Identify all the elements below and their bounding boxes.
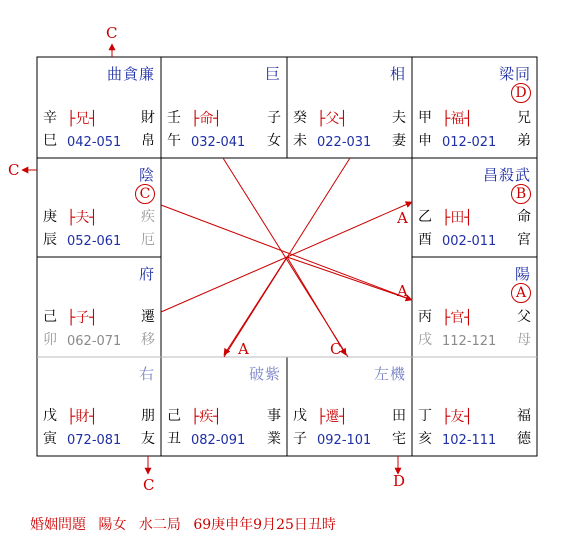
- age-range: 032-041: [191, 135, 246, 150]
- relation-top: 朋: [141, 408, 155, 424]
- footer-title: 婚姻問題: [30, 517, 86, 533]
- arrow-label-a-1: A: [397, 209, 408, 227]
- earthly-branch: 寅: [43, 431, 57, 447]
- palace-xu[interactable]: [412, 257, 537, 357]
- footer-birth: 69庚申年9月25日丑時: [193, 517, 336, 533]
- heavenly-stem: 丁: [418, 408, 432, 424]
- palace-name: ├福┤: [442, 111, 473, 127]
- age-range: 082-091: [191, 433, 246, 448]
- relation-bottom: 德: [517, 431, 531, 447]
- palace-name: ├子┤: [67, 310, 98, 326]
- earthly-branch: 亥: [418, 431, 432, 447]
- age-range: 102-111: [442, 433, 497, 448]
- relation-bottom: 業: [267, 431, 281, 447]
- relation-bottom: 友: [141, 431, 155, 447]
- age-range: 002-011: [442, 234, 497, 249]
- relation-bottom: 宮: [517, 232, 531, 248]
- stars: 府: [138, 265, 155, 283]
- heavenly-stem: 乙: [418, 209, 432, 225]
- relation-top: 夫: [392, 110, 406, 126]
- marker-top-c: C: [106, 24, 118, 42]
- heavenly-stem: 戊: [293, 408, 307, 424]
- relation-bottom: 帛: [141, 133, 155, 149]
- palace-name: ├友┤: [442, 409, 473, 425]
- palace-yin[interactable]: [37, 357, 161, 456]
- relation-bottom: 母: [517, 332, 531, 348]
- footer-gender: 陽女: [98, 517, 127, 533]
- stars: 破紫: [248, 365, 281, 383]
- relation-top: 子: [267, 110, 281, 126]
- earthly-branch: 戌: [418, 332, 432, 348]
- relation-top: 疾: [141, 209, 155, 225]
- palace-name: ├命┤: [191, 111, 222, 127]
- circled-marker: D: [511, 83, 531, 103]
- relation-top: 田: [392, 408, 406, 424]
- age-range: 092-101: [317, 433, 372, 448]
- relation-bottom: 宅: [392, 431, 406, 447]
- arrow-label-a-3: A: [238, 340, 249, 358]
- relation-bottom: 弟: [517, 133, 531, 149]
- relation-top: 兄: [517, 110, 531, 126]
- age-range: 062-071: [67, 334, 122, 349]
- palace-si[interactable]: [37, 57, 161, 158]
- chart-footer: [30, 514, 344, 534]
- heavenly-stem: 辛: [43, 110, 57, 126]
- palace-name: ├財┤: [67, 409, 98, 425]
- earthly-branch: 酉: [418, 232, 432, 248]
- palace-name: ├田┤: [442, 210, 473, 226]
- heavenly-stem: 己: [43, 309, 57, 325]
- earthly-branch: 卯: [43, 332, 57, 348]
- relation-bottom: 妻: [392, 133, 406, 149]
- earthly-branch: 申: [418, 133, 432, 149]
- age-range: 072-081: [67, 433, 122, 448]
- palace-shen[interactable]: [412, 57, 537, 158]
- stars: 左機: [373, 365, 406, 383]
- arrow-label-c: C: [330, 340, 342, 358]
- earthly-branch: 子: [293, 431, 307, 447]
- age-range: 112-121: [442, 334, 497, 349]
- circled-marker: B: [511, 184, 531, 204]
- relation-top: 命: [517, 209, 531, 225]
- marker-bottom-left-c: C: [143, 476, 155, 494]
- relation-top: 財: [141, 110, 155, 126]
- stars: 相: [389, 65, 406, 83]
- earthly-branch: 辰: [43, 232, 57, 248]
- palace-wu[interactable]: [161, 57, 287, 158]
- age-range: 012-021: [442, 135, 497, 150]
- stars: 右: [138, 365, 155, 383]
- stars: 巨: [264, 65, 281, 83]
- palace-name: ├兄┤: [67, 111, 98, 127]
- marker-left-c: C: [8, 161, 20, 179]
- heavenly-stem: 甲: [418, 110, 432, 126]
- circled-marker: A: [511, 283, 531, 303]
- palace-name: ├父┤: [317, 111, 348, 127]
- relation-bottom: 移: [141, 332, 155, 348]
- circled-marker: C: [135, 184, 155, 204]
- heavenly-stem: 庚: [43, 209, 57, 225]
- relation-bottom: 女: [267, 133, 281, 149]
- palace-chou[interactable]: [161, 357, 287, 456]
- palace-name: ├疾┤: [191, 409, 222, 425]
- stars: 昌殺武: [482, 166, 531, 184]
- palace-name: ├遷┤: [317, 409, 348, 425]
- earthly-branch: 午: [167, 133, 181, 149]
- earthly-branch: 丑: [167, 431, 181, 447]
- heavenly-stem: 癸: [293, 110, 307, 126]
- relation-top: 遷: [141, 309, 155, 325]
- palace-chen[interactable]: [37, 158, 161, 257]
- stars: 陰: [138, 166, 155, 184]
- palace-you[interactable]: [412, 158, 537, 257]
- stars: 曲貪廉: [106, 65, 155, 83]
- heavenly-stem: 戊: [43, 408, 57, 424]
- palace-wei[interactable]: [287, 57, 412, 158]
- palace-name: ├官┤: [442, 310, 473, 326]
- stars: 梁同: [498, 65, 531, 83]
- arrow-label-a-2: A: [397, 282, 408, 300]
- marker-bottom-right-d: D: [393, 472, 406, 490]
- heavenly-stem: 丙: [418, 309, 432, 325]
- age-range: 052-061: [67, 234, 122, 249]
- age-range: 042-051: [67, 135, 122, 150]
- age-range: 022-031: [317, 135, 372, 150]
- palace-mao[interactable]: [37, 257, 161, 357]
- earthly-branch: 巳: [43, 133, 57, 149]
- relation-bottom: 厄: [141, 232, 155, 248]
- earthly-branch: 未: [293, 133, 307, 149]
- stars: 陽: [514, 265, 531, 283]
- palace-zi[interactable]: [287, 357, 412, 456]
- heavenly-stem: 己: [167, 408, 181, 424]
- relation-top: 事: [267, 408, 281, 424]
- palace-name: ├夫┤: [67, 210, 98, 226]
- relation-top: 福: [517, 408, 531, 424]
- palace-hai[interactable]: [412, 357, 537, 456]
- heavenly-stem: 壬: [167, 110, 181, 126]
- footer-ju: 水二局: [138, 517, 181, 533]
- relation-top: 父: [517, 309, 531, 325]
